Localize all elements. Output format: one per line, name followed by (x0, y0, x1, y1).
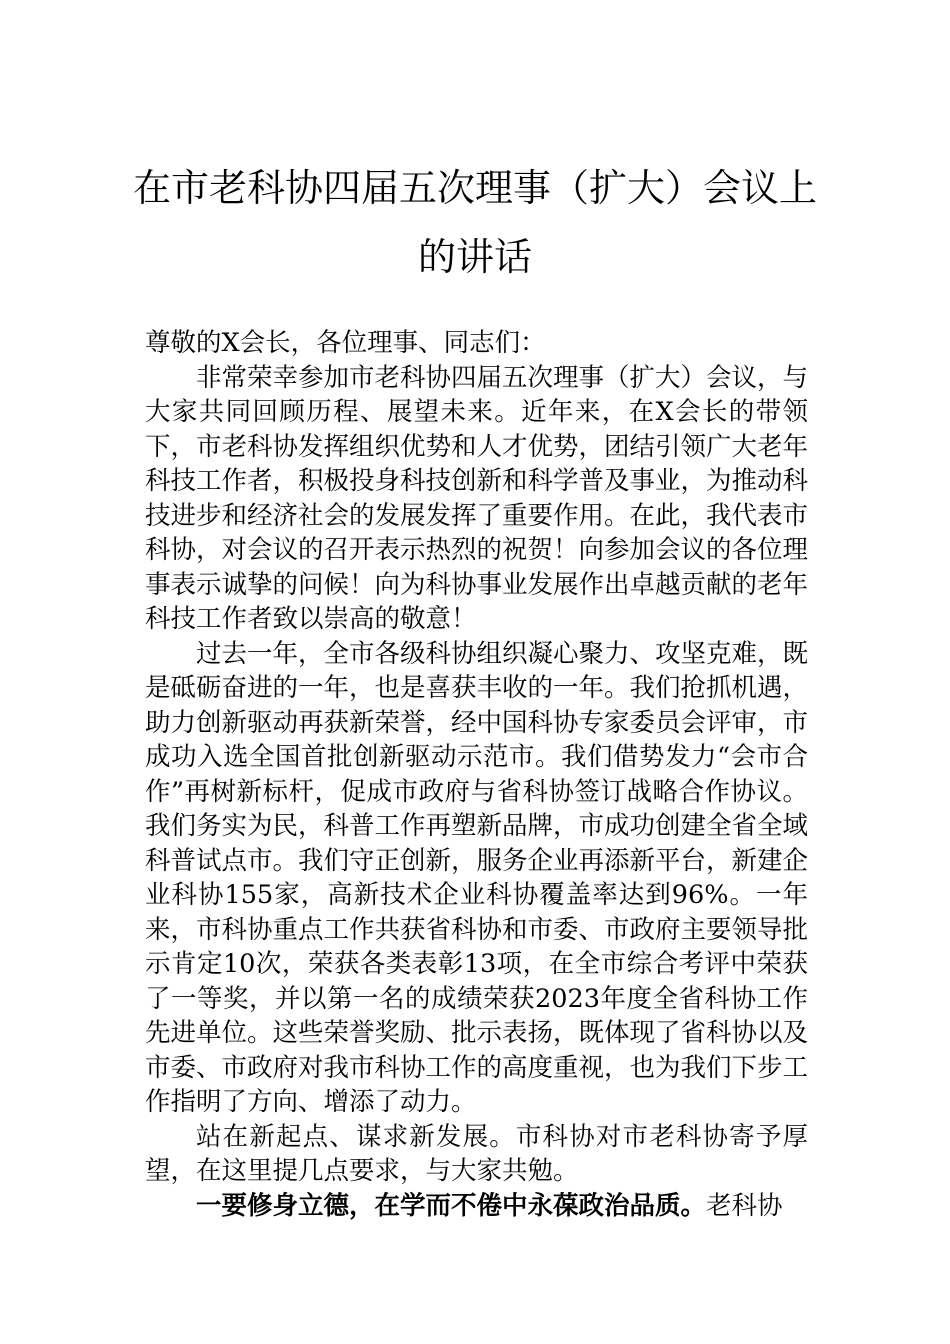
document-title-line-2: 的讲话 (417, 235, 532, 279)
paragraph-achievements: 过去一年，全市各级科协组织凝心聚力、攻坚克难，既是砥砺奋进的一年，也是喜获丰收的一年。我们抢抓机遇，助力创新驱动再获新荣誉，经中国科协专家委员会评审，市成功入选全国首批创新驱动示范市。我们借势发力“会市合作”再树新标杆，促成市政府与省科协签订战略合作协议。我们务实为民，科普工作再塑新品牌，市成功创建全省全域科普试点市。我们守正创新，服务企业再添新平台，新建企业科协155家，高新技术企业科协覆盖率达到96%。一年来，市科协重点工作共获省科协和市委、市政府主要领导批示肯定10次，荣获各类表彰13项，在全市综合考评中荣获了一等奖，并以第一名的成绩荣获2023年度全省科协工作先进单位。这些荣誉奖励、批示表扬，既体现了省科协以及市委、市政府对我市科协工作的高度重视，也为我们下步工作指明了方向、增添了动力。 (145, 638, 809, 1117)
paragraph-requirement-1 (145, 1189, 808, 1224)
paragraph-opening: 非常荣幸参加市老科协四届五次理事（扩大）会议，与大家共同回顾历程、展望未来。近年来，在X会长的带领下，市老科协发挥组织优势和人才优势，团结引领广大老年科技工作者，积极投身科技创新和科学普及事业，为推动科技进步和经济社会的发展发挥了重要作用。在此，我代表市科协，对会议的召开表示热烈的祝贺！向参加会议的各位理事表示诚挚的问候！向为科协事业发展作出卓越贡献的老年科技工作者致以崇高的敬意！ (145, 362, 809, 634)
document-title-line-1: 在市老科协四届五次理事（扩大）会议上 (132, 166, 817, 210)
paragraph-transition: 站在新起点、谋求新发展。市科协对市老科协寄予厚望，在这里提几点要求，与大家共勉。 (145, 1121, 808, 1186)
requirement-text: 老科协 (706, 1190, 783, 1221)
document-body (145, 326, 808, 1223)
requirement-heading: 一要修身立德，在学而不倦中永葆政治品质。 (196, 1190, 707, 1221)
salutation: 尊敬的X会长，各位理事、同志们： (145, 328, 546, 358)
